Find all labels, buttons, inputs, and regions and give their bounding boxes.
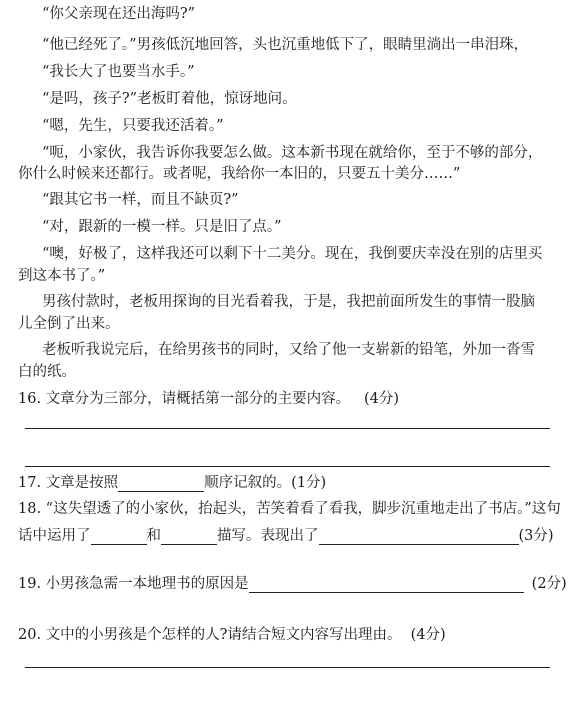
answer-line-16-b[interactable]: [25, 466, 550, 467]
paragraph-line: 男孩付款时，老板用探询的目光看着我，于是，我把前面所发生的事情一股脑: [42, 294, 535, 310]
paragraph-line: 你什么时候来还都行。或者呢，我给你一本旧的，只要五十美分……”: [18, 166, 461, 182]
paragraph-line: “嗯，先生，只要我还活着。”: [42, 118, 224, 134]
question-20-text: 20. 文中的小男孩是个怎样的人?请结合短文内容写出理由。: [18, 627, 402, 643]
answer-blank-18-a[interactable]: [91, 530, 147, 545]
answer-blank-19[interactable]: [249, 578, 524, 593]
paragraph-line: “你父亲现在还出海吗?”: [42, 6, 196, 22]
paragraph-line: “噢，好极了，这样我还可以剩下十二美分。现在，我倒要庆幸没在别的店里买: [42, 246, 543, 262]
question-18-mid: 和: [146, 528, 161, 544]
question-20: [18, 627, 446, 644]
question-16-text: 16. 文章分为三部分，请概括第一部分的主要内容。: [18, 391, 351, 407]
question-17-before: 17. 文章是按照: [18, 475, 119, 491]
question-18-score: (3分): [518, 528, 554, 544]
question-17-after: 顺序记叙的。(1分): [204, 475, 327, 491]
answer-line-20[interactable]: [25, 667, 550, 668]
question-18-line2: [18, 528, 554, 545]
paragraph-line: “他已经死了。”男孩低沉地回答，头也沉重地低下了，眼睛里淌出一串泪珠，: [42, 37, 529, 53]
question-20-score: (4分): [410, 627, 446, 643]
answer-blank-17[interactable]: [118, 477, 204, 492]
answer-blank-18-c[interactable]: [319, 530, 519, 545]
question-17: [18, 475, 326, 492]
question-19-text: 19. 小男孩急需一本地理书的原因是: [18, 576, 249, 592]
question-19-score: (2分): [531, 576, 567, 592]
question-18-pre: 话中运用了: [18, 528, 91, 544]
paragraph-line: “呃，小家伙，我告诉你我要怎么做。这本新书现在就给你，至于不够的部分，: [42, 145, 543, 161]
paragraph-line: 儿全倒了出来。: [18, 316, 120, 332]
paragraph-line: 白的纸。: [18, 364, 76, 380]
paragraph-line: 老板听我说完后，在给男孩书的同时，又给了他一支崭新的铅笔，外加一沓雪: [42, 342, 535, 358]
paragraph-line: 到这本书了。”: [18, 268, 106, 284]
paragraph-line: “是吗，孩子?”老板盯着他，惊讶地问。: [42, 91, 297, 107]
question-16-score: (4分): [364, 391, 400, 407]
question-16: [18, 391, 399, 408]
paragraph-line: “跟其它书一样，而且不缺页?”: [42, 192, 239, 208]
paragraph-line: “我长大了也要当水手。”: [42, 64, 195, 80]
question-18-line1: 18. “这失望透了的小家伙，抬起头，苦笑着看了看我，脚步沉重地走出了书店。”这句: [18, 501, 561, 517]
question-19: [18, 576, 567, 593]
paragraph-line: “对，跟新的一模一样。只是旧了点。”: [42, 219, 282, 235]
question-18-post: 描写。表现出了: [217, 528, 319, 544]
answer-line-16-a[interactable]: [25, 428, 550, 429]
answer-blank-18-b[interactable]: [161, 530, 217, 545]
